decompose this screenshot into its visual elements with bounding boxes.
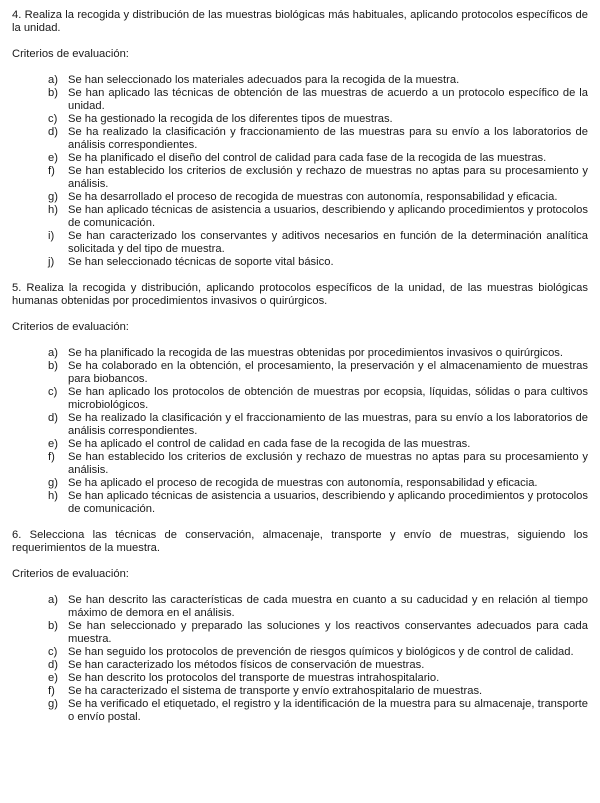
criteria-item-letter: f) bbox=[48, 165, 55, 177]
criteria-item bbox=[12, 438, 588, 451]
criteria-item-letter: e) bbox=[48, 438, 58, 450]
section-heading: 5. Realiza la recogida y distribución, aplicando protocolos específicos de la unidad, de las muestras biológicas humanas obtenidas por procedimientos invasivos o quirúrgicos. bbox=[12, 282, 588, 307]
criteria-item bbox=[12, 412, 588, 438]
criteria-item bbox=[12, 620, 588, 646]
criteria-item-letter: e) bbox=[48, 672, 58, 684]
criteria-item-letter: d) bbox=[48, 412, 58, 424]
criteria-item-letter: i) bbox=[48, 230, 55, 242]
criteria-item-text: Se han establecido los criterios de exclusión y rechazo de muestras no aptas para su procesamiento y análisis. bbox=[68, 165, 588, 190]
criteria-item-text: Se han descrito las características de cada muestra en cuanto a su caducidad y en relación al tiempo máximo de demora en el análisis. bbox=[68, 594, 588, 619]
criteria-item-letter: b) bbox=[48, 620, 58, 632]
criteria-item-letter: h) bbox=[48, 490, 58, 502]
criteria-item bbox=[12, 165, 588, 191]
learning-outcome-section bbox=[12, 282, 588, 516]
criteria-item bbox=[12, 477, 588, 490]
criteria-item bbox=[12, 256, 588, 269]
criteria-item bbox=[12, 126, 588, 152]
criteria-item-text: Se han aplicado técnicas de asistencia a usuarios, describiendo y aplicando procedimientos y protocolos de comunicación. bbox=[68, 204, 588, 229]
criteria-item bbox=[12, 490, 588, 516]
criteria-item-text: Se han descrito los protocolos del transporte de muestras intrahospitalario. bbox=[68, 672, 440, 684]
criteria-item-text: Se ha gestionado la recogida de los diferentes tipos de muestras. bbox=[68, 113, 393, 125]
criteria-item-letter: h) bbox=[48, 204, 58, 216]
criteria-item bbox=[12, 659, 588, 672]
criteria-item-text: Se ha realizado la clasificación y el fraccionamiento de las muestras, para su envío a los laboratorios de análisis correspondientes. bbox=[68, 412, 588, 437]
criteria-item-letter: c) bbox=[48, 386, 58, 398]
criteria-item-text: Se han caracterizado los métodos físicos de conservación de muestras. bbox=[68, 659, 425, 671]
criteria-item-letter: a) bbox=[48, 347, 58, 359]
section-heading: 4. Realiza la recogida y distribución de las muestras biológicas más habituales, aplicando protocolos específicos de la unidad. bbox=[12, 9, 588, 34]
criteria-item-letter: g) bbox=[48, 191, 58, 203]
criteria-item-text: Se han seleccionado técnicas de soporte vital básico. bbox=[68, 256, 334, 268]
criteria-item bbox=[12, 347, 588, 360]
criteria-item bbox=[12, 87, 588, 113]
criteria-item bbox=[12, 152, 588, 165]
criteria-item-text: Se han establecido los criterios de exclusión y rechazo de muestras no aptas para su procesamiento y análisis. bbox=[68, 451, 588, 476]
criteria-item bbox=[12, 685, 588, 698]
criteria-item-letter: c) bbox=[48, 646, 58, 658]
criteria-item-text: Se han caracterizado los conservantes y aditivos necesarios en función de la determinación analítica solicitada y del tipo de muestra. bbox=[68, 230, 588, 255]
criteria-item bbox=[12, 386, 588, 412]
criteria-item-text: Se han seleccionado y preparado las soluciones y los reactivos conservantes adecuados para cada muestra. bbox=[68, 620, 588, 645]
criteria-item-letter: d) bbox=[48, 126, 58, 138]
criteria-item-letter: b) bbox=[48, 87, 58, 99]
criteria-item-text: Se han aplicado las técnicas de obtención de las muestras de acuerdo a un protocolo específico de la unidad. bbox=[68, 87, 588, 112]
criteria-item-text: Se han aplicado los protocolos de obtención de muestras por ecopsia, líquidas, sólidas o para cultivos microbiológicos. bbox=[68, 386, 588, 411]
criteria-item bbox=[12, 230, 588, 256]
criteria-item-text: Se han seleccionado los materiales adecuados para la recogida de la muestra. bbox=[68, 74, 460, 86]
criteria-item-letter: d) bbox=[48, 659, 58, 671]
criteria-item bbox=[12, 191, 588, 204]
criteria-item bbox=[12, 74, 588, 87]
criteria-item-text: Se ha planificado el diseño del control de calidad para cada fase de la recogida de las muestras. bbox=[68, 152, 547, 164]
criteria-item-text: Se ha desarrollado el proceso de recogida de muestras con autonomía, responsabilidad y eficacia. bbox=[68, 191, 558, 203]
criteria-item bbox=[12, 594, 588, 620]
criteria-item-letter: f) bbox=[48, 685, 55, 697]
criteria-list bbox=[12, 74, 588, 269]
criteria-item-letter: g) bbox=[48, 477, 58, 489]
criteria-item-letter: e) bbox=[48, 152, 58, 164]
criteria-label: Criterios de evaluación: bbox=[12, 48, 129, 60]
criteria-item-letter: g) bbox=[48, 698, 58, 710]
criteria-list bbox=[12, 347, 588, 516]
criteria-label: Criterios de evaluación: bbox=[12, 568, 129, 580]
learning-outcome-section bbox=[12, 9, 588, 269]
learning-outcome-section bbox=[12, 529, 588, 724]
criteria-item-text: Se han seguido los protocolos de prevención de riesgos químicos y biológicos y de control de calidad. bbox=[68, 646, 574, 658]
criteria-item-text: Se ha planificado la recogida de las muestras obtenidas por procedimientos invasivos o quirúrgicos. bbox=[68, 347, 564, 359]
criteria-item-letter: a) bbox=[48, 74, 58, 86]
criteria-item bbox=[12, 672, 588, 685]
criteria-item bbox=[12, 451, 588, 477]
criteria-item-letter: f) bbox=[48, 451, 55, 463]
section-heading: 6. Selecciona las técnicas de conservación, almacenaje, transporte y envío de muestras, siguiendo los requerimientos de la muestra. bbox=[12, 529, 588, 554]
criteria-item bbox=[12, 360, 588, 386]
criteria-item-text: Se ha realizado la clasificación y fraccionamiento de las muestras para su envío a los laboratorios de análisis correspondientes. bbox=[68, 126, 588, 151]
criteria-item-text: Se ha colaborado en la obtención, el procesamiento, la preservación y el almacenamiento de muestras para biobancos. bbox=[68, 360, 588, 385]
criteria-item-text: Se ha aplicado el proceso de recogida de muestras con autonomía, responsabilidad y eficacia. bbox=[68, 477, 538, 489]
criteria-item-letter: a) bbox=[48, 594, 58, 606]
criteria-item-text: Se han aplicado técnicas de asistencia a usuarios, describiendo y aplicando procedimientos y protocolos de comunicación. bbox=[68, 490, 588, 515]
criteria-item bbox=[12, 646, 588, 659]
criteria-label: Criterios de evaluación: bbox=[12, 321, 129, 333]
criteria-item-letter: j) bbox=[48, 256, 55, 268]
criteria-item-letter: c) bbox=[48, 113, 58, 125]
criteria-item-text: Se ha aplicado el control de calidad en cada fase de la recogida de las muestras. bbox=[68, 438, 471, 450]
criteria-list bbox=[12, 594, 588, 724]
criteria-item-letter: b) bbox=[48, 360, 58, 372]
criteria-item bbox=[12, 698, 588, 724]
criteria-item bbox=[12, 204, 588, 230]
criteria-item-text: Se ha caracterizado el sistema de transporte y envío extrahospitalario de muestras. bbox=[68, 685, 483, 697]
criteria-item bbox=[12, 113, 588, 126]
criteria-item-text: Se ha verificado el etiquetado, el registro y la identificación de la muestra para su almacenaje, transporte o envío postal. bbox=[68, 698, 588, 723]
